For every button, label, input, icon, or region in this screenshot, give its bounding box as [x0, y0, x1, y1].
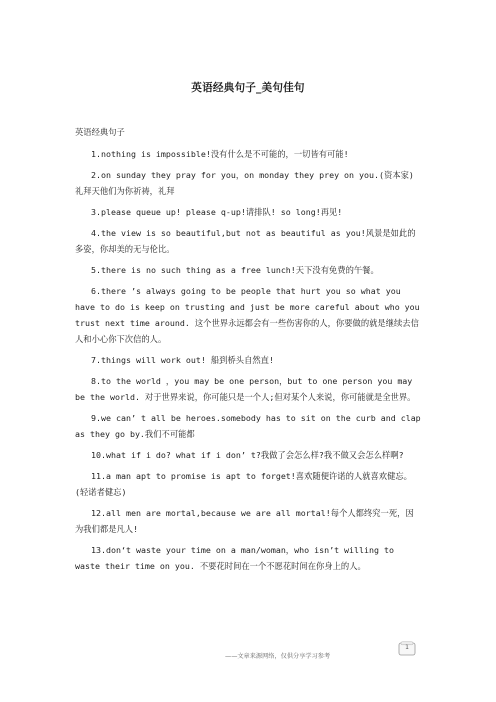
sentence-item-7: 7.things will work out! 船到桥头自然直! — [91, 355, 274, 365]
footer-note: ——文章来源网络，仅供分享学习参考 — [225, 653, 331, 660]
sentence-item-3: 3.please queue up! please q-up!请排队! so long!再见! — [91, 207, 343, 217]
sentence-item-6: 6.there ’s always going to be people that hurt you so what you have to do is keep on trusting and just be more careful about who you trust next time around. 这个世界永远都会有一些伤害你的人，你要做的就是继续去信人和小心你下次信的人。 — [75, 286, 420, 344]
page-number: 1 — [405, 644, 409, 651]
sentence-item-4: 4.the view is so beautiful,but not as beautiful as you!风景是如此的多姿，你却美的无与伦比。 — [75, 228, 416, 254]
sentence-item-13: 13.don‘t waste your time on a man/woman，who isn’t willing to waste their time on you. 不要花时间在一个不愿花时间在你身上的人。 — [75, 545, 395, 571]
intro-heading: 英语经典句子 — [75, 127, 125, 137]
sentence-item-11: 11.a man apt to promise is apt to forget!喜欢随便许诺的人就喜欢健忘。(轻诺者健忘) — [75, 471, 412, 497]
document-body — [75, 124, 422, 579]
sentence-item-5: 5.there is no such thing as a free lunch!天下没有免费的午餐。 — [91, 265, 379, 275]
sentence-item-2: 2.on sunday they pray for you，on monday they prey on you.(资本家)礼拜天他们为你祈祷，礼拜 — [75, 170, 414, 196]
sentence-item-9: 9.we can’ t all be heroes.somebody has to sit on the curb and clap as they go by.我们不可能都 — [75, 413, 421, 439]
sentence-item-10: 10.what if i do? what if i don’ t?我做了会怎么样?我不做又会怎么样啊? — [91, 450, 404, 460]
page-number-badge — [398, 641, 416, 657]
sentence-item-12: 12.all men are mortal,because we are all mortal!每个人都终究一死，因为我们都是凡人! — [75, 508, 414, 534]
sentence-item-1: 1.nothing is impossible!没有什么是不可能的，一切皆有可能! — [91, 149, 349, 159]
sentence-item-8: 8.to the world ，you may be one person，but to one person you may be the world. 对于世界来说，你可能只是一个人;但对某个人来说，你可能就是全世界。 — [75, 376, 416, 402]
document-title: 英语经典句子_美句佳句 — [191, 82, 305, 94]
